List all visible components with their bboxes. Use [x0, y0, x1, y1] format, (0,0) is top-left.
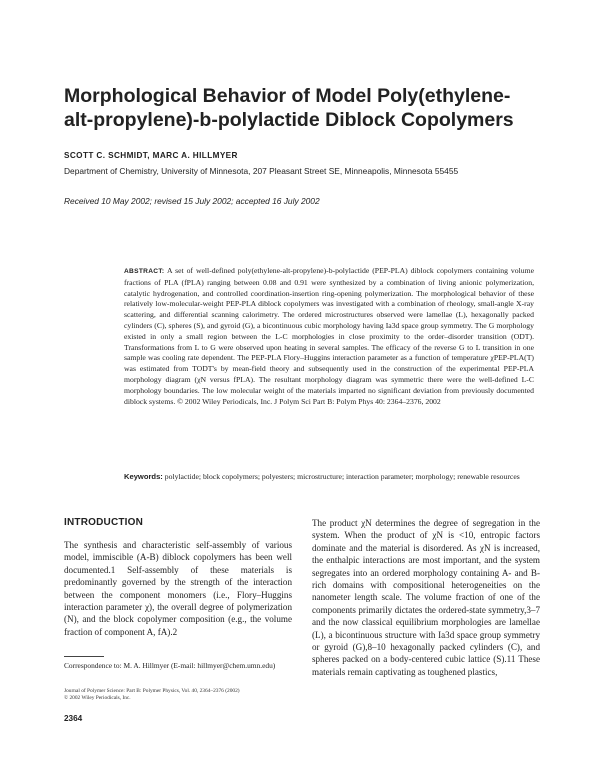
abstract-text: A set of well-defined poly(ethylene-alt-propylene)-b-polylactide (PEP-PLA) diblock copolymers containing volume fractions of PLA (fPLA) ranging between 0.08 and 0.91 were synthesized by a combination of living anionic polymerization, catalytic hydrogenation, and controlled coordination-insertion ring-opening polymerization. The morphological behavior of these relatively low-molecular-weight PEP-PLA diblock copolymers was investigated with a combination of rheology, small-angle X-ray scattering, and differential scanning calorimetry. The ordered microstructures observed were lamellae (L), hexagonally packed cylinders (C), spheres (S), and gyroid (G), a bicontinuous cubic morphology having Ia3d space group symmetry. The G morphology existed in only a small region between the L-C morphologies in close proximity to the order–disorder transition (ODT). Transformations from L to G were observed upon heating in several samples. The efficacy of the reverse G to L transition in one sample was cooling rate dependent. The PEP-PLA Flory–Huggins interaction parameter as a function of temperature χPEP-PLA(T) was estimated from TODT's by mean-field theory and subsequently used in the construction of the experimental PEP-PLA morphology diagram (χN versus fPLA). The resultant morphology diagram was symmetric there were the well-defined L-C morphology boundaries. The low molecular weight of the materials imparted no significant deviation from previously documented diblock systems. © 2002 Wiley Periodicals, Inc. J Polym Sci Part B: Polym Phys 40: 2364–2376, 2002	[124, 266, 534, 406]
keywords-label: Keywords:	[124, 472, 163, 481]
abstract-block	[124, 266, 534, 407]
affiliation: Department of Chemistry, University of Minnesota, 207 Pleasant Street SE, Minneapolis, Minnesota 55455	[64, 166, 459, 176]
page-number: 2364	[64, 714, 83, 723]
correspondence-footnote: Correspondence to: M. A. Hillmyer (E-mail: hillmyer@chem.umn.edu)	[64, 661, 276, 670]
abstract-label: ABSTRACT:	[124, 268, 165, 275]
journal-line: Journal of Polymer Science: Part B: Polymer Physics, Vol. 40, 2364–2376 (2002)	[64, 688, 240, 694]
journal-info	[64, 688, 304, 703]
received-dates: Received 10 May 2002; revised 15 July 2002; accepted 16 July 2002	[64, 196, 320, 206]
footnote-rule	[64, 656, 104, 657]
introduction-heading: INTRODUCTION	[64, 517, 144, 528]
left-column-text: The synthesis and characteristic self-assembly of various model, immiscible (A-B) diblock copolymers has been well documented.1 Self-assembly of these materials is predominantly governed by the strength of the interaction between the component monomers (i.e., Flory–Huggins interaction parameter χ), the overall degree of polymerization (N), and the block copolymer composition (e.g., the volume fraction of component A, fA).2	[64, 540, 292, 637]
keywords-text: polylactide; block copolymers; polyesters; microstructure; interaction parameter; morphology; renewable resources	[164, 472, 520, 481]
author-list: SCOTT C. SCHMIDT, MARC A. HILLMYER	[64, 151, 238, 160]
right-column-text: The product χN determines the degree of segregation in the system. When the product of χN is <10, entropic factors dominate and the material is disordered. As χN is increased, the enthalpic interactions are most important, and the system segregates into an ordered morphology containing A- and B-rich domains with compositional heterogeneities on the nanometer length scale. The volume fraction of one of the components primarily dictates the ordered-state symmetry,3–7 and the now classical equilibrium morphologies are lamellae (L), a bicontinuous structure with Ia3d space group symmetry or gyroid (G),8–10 hexagonally packed cylinders (C), and spheres packed on a body-centered cubic lattice (S).11 These materials remain captivating as toughened plastics,	[312, 518, 540, 677]
paper-title: Morphological Behavior of Model Poly(ethylene-alt-propylene)-b-polylactide Diblock Copolymers	[64, 85, 514, 131]
keywords-block	[124, 472, 534, 483]
copyright-line: © 2002 Wiley Periodicals, Inc.	[64, 695, 131, 702]
